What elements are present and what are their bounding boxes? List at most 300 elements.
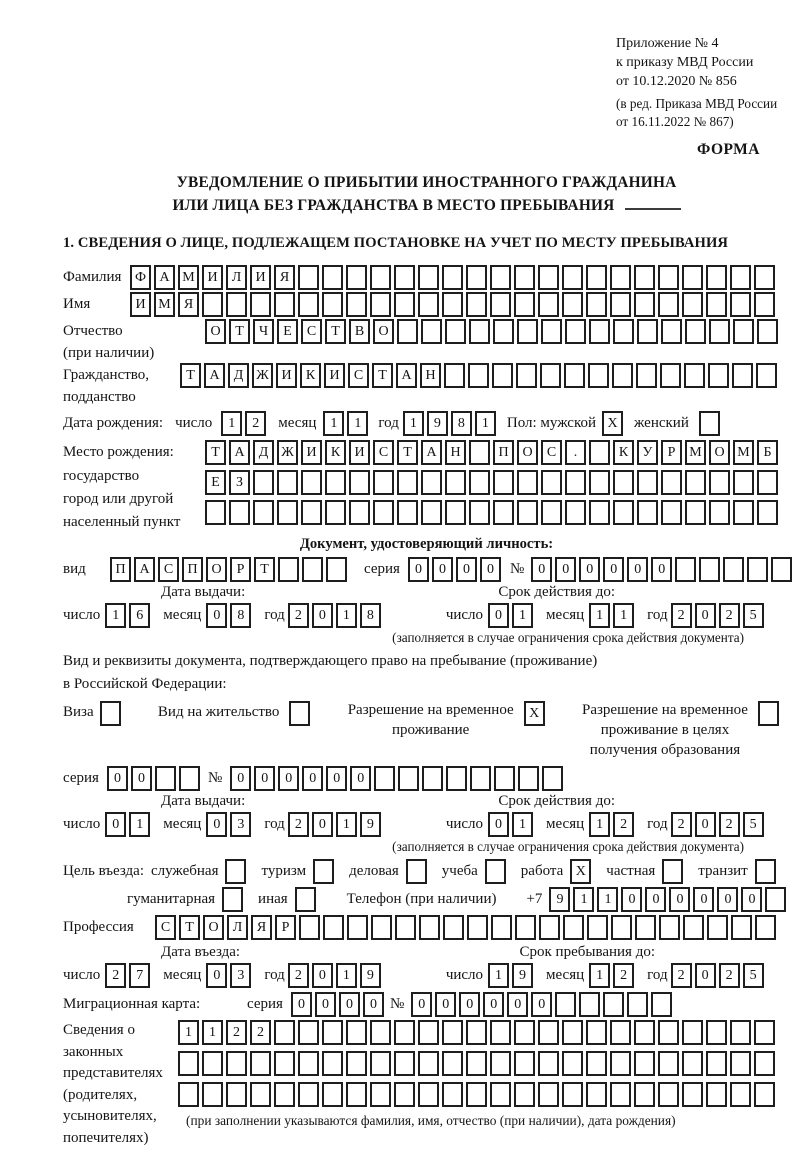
form-cell bbox=[349, 470, 370, 495]
citizenship-label bbox=[63, 363, 180, 407]
form-cell bbox=[442, 1082, 463, 1107]
form-cell bbox=[699, 557, 720, 582]
form-cell bbox=[518, 766, 539, 791]
form-cell bbox=[538, 1020, 559, 1045]
form-cell: 1 bbox=[347, 411, 368, 436]
day-label: число bbox=[445, 967, 484, 983]
form-cell bbox=[603, 992, 624, 1017]
form-cell bbox=[685, 470, 706, 495]
form-cell bbox=[754, 292, 775, 317]
citizenship-label-line1: Гражданство, bbox=[63, 367, 150, 383]
rvp-label bbox=[348, 700, 514, 740]
form-cell bbox=[771, 557, 792, 582]
form-cell: Т bbox=[180, 363, 201, 388]
purpose-opt8-checkbox bbox=[222, 887, 246, 912]
purpose-opt5-checkbox bbox=[570, 859, 594, 884]
form-cell: И bbox=[276, 363, 297, 388]
form-cell bbox=[469, 470, 490, 495]
representatives-label-line3: представителях bbox=[63, 1065, 163, 1081]
form-cell: 0 bbox=[350, 766, 371, 791]
form-cell bbox=[565, 500, 586, 525]
form-label: ФОРМА bbox=[696, 141, 760, 158]
form-cell bbox=[610, 1020, 631, 1045]
form-cell: П bbox=[182, 557, 203, 582]
form-cell bbox=[747, 557, 768, 582]
purpose-opt4-checkbox bbox=[485, 859, 509, 884]
phone-prefix: +7 bbox=[526, 891, 543, 907]
form-cell bbox=[707, 915, 728, 940]
form-cell bbox=[661, 470, 682, 495]
representatives-note: (при заполнении указываются фамилия, имя, отчество (при наличии), дата рождения) bbox=[186, 1113, 676, 1128]
form-cell bbox=[418, 292, 439, 317]
form-cell: 2 bbox=[288, 963, 309, 988]
identity-issue-year bbox=[288, 603, 384, 628]
form-cell bbox=[586, 265, 607, 290]
series-label: серия bbox=[247, 996, 283, 1012]
form-cell bbox=[612, 363, 633, 388]
form-cell: О bbox=[373, 319, 394, 344]
form-cell: 0 bbox=[669, 887, 690, 912]
form-cell bbox=[755, 915, 776, 940]
stay-until-group bbox=[446, 963, 767, 988]
form-cell: 1 bbox=[573, 887, 594, 912]
representatives-label-line1: Сведения о bbox=[63, 1022, 135, 1038]
form-cell bbox=[565, 470, 586, 495]
residence-doc-intro1: Вид и реквизиты документа, подтверждающего право на пребывание (проживание) bbox=[63, 653, 598, 669]
form-cell: Т bbox=[179, 915, 200, 940]
migration-number-cells bbox=[411, 992, 675, 1017]
section1-heading: 1. СВЕДЕНИЯ О ЛИЦЕ, ПОДЛЕЖАЩЕМ ПОСТАНОВКЕ НА УЧЕТ ПО МЕСТУ ПРЕБЫВАНИЯ bbox=[63, 235, 729, 251]
form-cell bbox=[469, 440, 490, 465]
birth-place-label-line2: государство bbox=[63, 468, 140, 484]
form-cell: И bbox=[130, 292, 151, 317]
form-cell: 0 bbox=[695, 963, 716, 988]
representatives-label-line6: попечителях) bbox=[63, 1129, 149, 1146]
form-cell bbox=[298, 1051, 319, 1076]
form-cell bbox=[277, 500, 298, 525]
form-cell bbox=[374, 766, 395, 791]
form-cell bbox=[754, 1051, 775, 1076]
residence-doc-series-row bbox=[63, 766, 790, 791]
form-cell bbox=[586, 1051, 607, 1076]
form-cell bbox=[685, 500, 706, 525]
residence-doc-dates-row bbox=[63, 812, 790, 837]
rvp-education-label-line2: проживание в целях bbox=[600, 722, 730, 738]
representatives-rows bbox=[178, 1020, 778, 1149]
representatives-label bbox=[63, 1020, 178, 1149]
representatives-label-line2: законных bbox=[63, 1043, 124, 1060]
year-label: год bbox=[647, 607, 668, 623]
birth-place-row3 bbox=[205, 500, 781, 525]
form-cell: 2 bbox=[671, 603, 692, 628]
form-cell: 1 bbox=[589, 603, 610, 628]
identity-doc-row bbox=[63, 557, 790, 582]
form-cell bbox=[589, 470, 610, 495]
form-cell bbox=[517, 500, 538, 525]
series-label: серия bbox=[364, 561, 400, 577]
form-cell bbox=[564, 363, 585, 388]
form-cell: Р bbox=[230, 557, 251, 582]
form-cell: 9 bbox=[360, 963, 381, 988]
representatives-row3 bbox=[178, 1082, 778, 1107]
form-cell: И bbox=[202, 265, 223, 290]
form-cell bbox=[250, 292, 271, 317]
birth-place-row1 bbox=[205, 440, 781, 465]
doc-number-cells bbox=[531, 557, 795, 582]
form-cell: А bbox=[204, 363, 225, 388]
purpose-opt1-checkbox bbox=[225, 859, 249, 884]
birth-place-label bbox=[63, 440, 205, 534]
form-cell bbox=[586, 292, 607, 317]
form-cell: Ф bbox=[130, 265, 151, 290]
form-cell bbox=[418, 1051, 439, 1076]
form-cell bbox=[370, 1082, 391, 1107]
form-cell bbox=[298, 292, 319, 317]
form-cell: 0 bbox=[302, 766, 323, 791]
birth-date-label: Дата рождения: bbox=[63, 415, 164, 431]
form-cell bbox=[757, 500, 778, 525]
form-cell bbox=[373, 500, 394, 525]
form-cell: Т bbox=[254, 557, 275, 582]
surname-cells bbox=[130, 265, 778, 290]
patronymic-label bbox=[63, 319, 205, 363]
form-cell bbox=[469, 500, 490, 525]
number-sign: № bbox=[207, 770, 223, 786]
form-cell bbox=[658, 265, 679, 290]
form-cell: 1 bbox=[597, 887, 618, 912]
form-cell: М bbox=[178, 265, 199, 290]
form-cell: 6 bbox=[129, 603, 150, 628]
form-cell bbox=[757, 470, 778, 495]
phone-cells bbox=[549, 887, 789, 912]
form-cell bbox=[682, 1051, 703, 1076]
identity-doc-heading: Документ, удостоверяющий личность: bbox=[299, 536, 554, 552]
month-label: месяц bbox=[546, 967, 585, 983]
stay-until-label: Срок пребывания до: bbox=[519, 944, 655, 960]
profession-row bbox=[63, 915, 790, 940]
form-cell bbox=[709, 319, 730, 344]
form-cell: 0 bbox=[291, 992, 312, 1017]
form-cell bbox=[445, 319, 466, 344]
visit-purpose-row bbox=[63, 859, 790, 884]
form-cell bbox=[682, 265, 703, 290]
month-label: месяц bbox=[546, 607, 585, 623]
form-cell bbox=[395, 915, 416, 940]
rvp-option bbox=[348, 700, 548, 740]
ref-line: к приказу МВД России bbox=[616, 55, 754, 70]
citizenship-row bbox=[63, 363, 790, 407]
purpose-phone-row bbox=[127, 887, 790, 912]
series-label: серия bbox=[63, 770, 99, 786]
patronymic-label-line2: (при наличии) bbox=[63, 345, 155, 361]
purpose-opt3-checkbox bbox=[406, 859, 430, 884]
form-cell: 0 bbox=[621, 887, 642, 912]
form-cell bbox=[298, 1020, 319, 1045]
form-cell: 0 bbox=[695, 812, 716, 837]
form-cell bbox=[685, 319, 706, 344]
form-cell bbox=[346, 1051, 367, 1076]
form-cell bbox=[325, 500, 346, 525]
form-cell bbox=[346, 1082, 367, 1107]
form-cell: Е bbox=[205, 470, 226, 495]
residence-series-cells bbox=[107, 766, 203, 791]
form-cell: 0 bbox=[480, 557, 501, 582]
form-cell: 1 bbox=[336, 812, 357, 837]
form-cell: 9 bbox=[512, 963, 533, 988]
visa-label: Виза bbox=[63, 704, 94, 720]
form-cell: О bbox=[205, 319, 226, 344]
residence-doc-dates-head bbox=[63, 793, 790, 810]
year-label: год bbox=[264, 967, 285, 983]
form-cell bbox=[397, 500, 418, 525]
residence-valid-year bbox=[671, 812, 767, 837]
form-cell bbox=[708, 363, 729, 388]
form-cell: 7 bbox=[129, 963, 150, 988]
form-cell: Н bbox=[420, 363, 441, 388]
form-cell bbox=[442, 1020, 463, 1045]
form-cell: 2 bbox=[226, 1020, 247, 1045]
form-cell bbox=[542, 766, 563, 791]
form-cell bbox=[370, 1020, 391, 1045]
residence-issue-day bbox=[105, 812, 153, 837]
day-label: число bbox=[63, 816, 101, 832]
form-cell bbox=[540, 363, 561, 388]
form-cell: Ч bbox=[253, 319, 274, 344]
representatives-row2 bbox=[178, 1051, 778, 1076]
form-cell bbox=[565, 319, 586, 344]
form-cell bbox=[562, 265, 583, 290]
surname-row bbox=[63, 265, 790, 290]
form-cell bbox=[682, 292, 703, 317]
form-cell: 1 bbox=[512, 603, 533, 628]
form-cell bbox=[589, 319, 610, 344]
day-label: число bbox=[175, 415, 213, 431]
day-label: число bbox=[445, 816, 484, 832]
form-cell: Б bbox=[757, 440, 778, 465]
form-cell: П bbox=[110, 557, 131, 582]
sex-female-label: женский bbox=[634, 415, 689, 431]
form-cell bbox=[205, 500, 226, 525]
form-cell: К bbox=[300, 363, 321, 388]
ref-line: от 10.12.2020 № 856 bbox=[616, 74, 737, 89]
form-cell bbox=[514, 1020, 535, 1045]
form-cell bbox=[222, 887, 243, 912]
residence-doc-options bbox=[63, 700, 790, 760]
form-cell bbox=[658, 1082, 679, 1107]
form-cell: 5 bbox=[743, 812, 764, 837]
form-cell: Т bbox=[229, 319, 250, 344]
form-cell bbox=[493, 319, 514, 344]
form-cell bbox=[514, 1051, 535, 1076]
purpose-opt5-label: работа bbox=[520, 863, 564, 879]
form-cell: К bbox=[325, 440, 346, 465]
form-cell: 0 bbox=[579, 557, 600, 582]
form-cell bbox=[492, 363, 513, 388]
form-cell bbox=[539, 915, 560, 940]
form-cell bbox=[422, 766, 443, 791]
form-cell bbox=[730, 292, 751, 317]
form-cell: И bbox=[250, 265, 271, 290]
citizenship-cells bbox=[180, 363, 780, 388]
form-cell bbox=[442, 265, 463, 290]
patronymic-cells bbox=[205, 319, 781, 344]
rvp-education-label-line1: Разрешение на временное bbox=[581, 702, 748, 718]
form-cell: 1 bbox=[403, 411, 424, 436]
form-cell bbox=[611, 915, 632, 940]
form-cell: 0 bbox=[254, 766, 275, 791]
form-cell bbox=[494, 766, 515, 791]
form-cell bbox=[443, 915, 464, 940]
identity-valid-group bbox=[446, 603, 767, 628]
form-cell: 1 bbox=[129, 812, 150, 837]
form-cell bbox=[634, 292, 655, 317]
form-cell bbox=[323, 915, 344, 940]
form-cell bbox=[634, 1082, 655, 1107]
form-cell: 0 bbox=[312, 812, 333, 837]
form-cell: 0 bbox=[206, 812, 227, 837]
form-cell: Л bbox=[227, 915, 248, 940]
visa-checkbox bbox=[100, 701, 124, 726]
form-title-line2-text: ИЛИ ЛИЦА БЕЗ ГРАЖДАНСТВА В МЕСТО ПРЕБЫВАНИЯ bbox=[172, 197, 615, 214]
form-cell bbox=[490, 1020, 511, 1045]
form-cell: М bbox=[685, 440, 706, 465]
residence-permit-label: Вид на жительство bbox=[157, 704, 280, 720]
form-cell bbox=[754, 1082, 775, 1107]
form-cell: 5 bbox=[743, 603, 764, 628]
birth-place-rows bbox=[205, 440, 781, 525]
form-cell bbox=[346, 292, 367, 317]
form-cell bbox=[538, 265, 559, 290]
form-cell bbox=[202, 292, 223, 317]
form-cell bbox=[627, 992, 648, 1017]
form-cell bbox=[514, 265, 535, 290]
form-cell: 0 bbox=[206, 963, 227, 988]
residence-valid-month bbox=[589, 812, 637, 837]
form-cell: Т bbox=[372, 363, 393, 388]
form-cell bbox=[730, 1020, 751, 1045]
purpose-opt9-label: иная bbox=[258, 891, 288, 907]
form-cell bbox=[253, 500, 274, 525]
form-cell: С bbox=[373, 440, 394, 465]
form-cell: 8 bbox=[451, 411, 472, 436]
form-cell bbox=[346, 1020, 367, 1045]
form-cell: 0 bbox=[312, 963, 333, 988]
form-cell: Я bbox=[274, 265, 295, 290]
form-cell bbox=[562, 292, 583, 317]
form-cell bbox=[515, 915, 536, 940]
identity-doc-dates-head bbox=[63, 584, 790, 601]
form-cell bbox=[658, 292, 679, 317]
form-cell bbox=[278, 557, 299, 582]
form-cell: 2 bbox=[105, 963, 126, 988]
form-cell: 0 bbox=[483, 992, 504, 1017]
form-cell bbox=[587, 915, 608, 940]
form-cell: И bbox=[301, 440, 322, 465]
form-cell: 5 bbox=[743, 963, 764, 988]
birth-place-label-line4: населенный пункт bbox=[63, 514, 181, 530]
form-cell bbox=[370, 292, 391, 317]
form-cell bbox=[469, 319, 490, 344]
form-cell: Я bbox=[178, 292, 199, 317]
form-cell bbox=[155, 766, 176, 791]
doc-series-cells bbox=[408, 557, 504, 582]
stay-month bbox=[589, 963, 637, 988]
order-reference-block bbox=[616, 34, 790, 131]
form-cell: П bbox=[493, 440, 514, 465]
form-cell bbox=[225, 859, 246, 884]
valid-until-label: Срок действия до: bbox=[498, 793, 615, 809]
form-cell bbox=[253, 470, 274, 495]
form-cell bbox=[765, 887, 786, 912]
form-cell bbox=[289, 701, 310, 726]
form-title bbox=[63, 171, 790, 217]
form-cell bbox=[562, 1020, 583, 1045]
form-cell: С bbox=[348, 363, 369, 388]
form-cell bbox=[250, 1051, 271, 1076]
form-cell bbox=[466, 1051, 487, 1076]
residence-issue-year bbox=[288, 812, 384, 837]
form-cell bbox=[709, 470, 730, 495]
given-name-label: Имя bbox=[63, 296, 91, 312]
form-cell: 2 bbox=[613, 812, 634, 837]
form-cell: И bbox=[324, 363, 345, 388]
form-cell: 0 bbox=[603, 557, 624, 582]
form-cell bbox=[394, 265, 415, 290]
form-cell bbox=[322, 292, 343, 317]
form-cell bbox=[613, 470, 634, 495]
patronymic-row bbox=[63, 319, 790, 363]
phone-label: Телефон (при наличии) bbox=[346, 891, 497, 907]
form-cell bbox=[325, 470, 346, 495]
form-cell bbox=[661, 500, 682, 525]
month-label: месяц bbox=[163, 816, 202, 832]
edition-line: (в ред. Приказа МВД России bbox=[616, 96, 778, 111]
purpose-opt7-checkbox bbox=[755, 859, 779, 884]
form-cell: 1 bbox=[105, 603, 126, 628]
form-cell bbox=[699, 411, 720, 436]
form-cell bbox=[491, 915, 512, 940]
month-label: месяц bbox=[278, 415, 317, 431]
form-cell: 0 bbox=[488, 812, 509, 837]
form-cell: 1 bbox=[613, 603, 634, 628]
form-cell: К bbox=[613, 440, 634, 465]
form-cell bbox=[661, 319, 682, 344]
form-cell bbox=[541, 470, 562, 495]
form-cell bbox=[250, 1082, 271, 1107]
form-cell: 2 bbox=[719, 812, 740, 837]
purpose-opt6-label: частная bbox=[606, 863, 656, 879]
form-cell bbox=[370, 1051, 391, 1076]
purpose-opt1-label: служебная bbox=[150, 863, 219, 879]
form-cell: 0 bbox=[230, 766, 251, 791]
entry-dates-head bbox=[63, 944, 790, 961]
form-cell: 9 bbox=[549, 887, 570, 912]
form-cell bbox=[178, 1082, 199, 1107]
sex-label: Пол: мужской bbox=[506, 415, 597, 431]
residence-permit-checkbox bbox=[289, 701, 313, 726]
form-cell bbox=[636, 363, 657, 388]
form-cell: 0 bbox=[627, 557, 648, 582]
year-label: год bbox=[647, 816, 668, 832]
edition-line: от 16.11.2022 № 867) bbox=[616, 114, 734, 129]
form-cell bbox=[347, 915, 368, 940]
form-cell: 0 bbox=[693, 887, 714, 912]
restriction-note: (заполняется в случае ограничения срока действия документа) bbox=[392, 839, 744, 854]
rvp-education-option bbox=[582, 700, 782, 760]
form-cell: Н bbox=[445, 440, 466, 465]
form-cell bbox=[730, 265, 751, 290]
form-cell bbox=[563, 915, 584, 940]
